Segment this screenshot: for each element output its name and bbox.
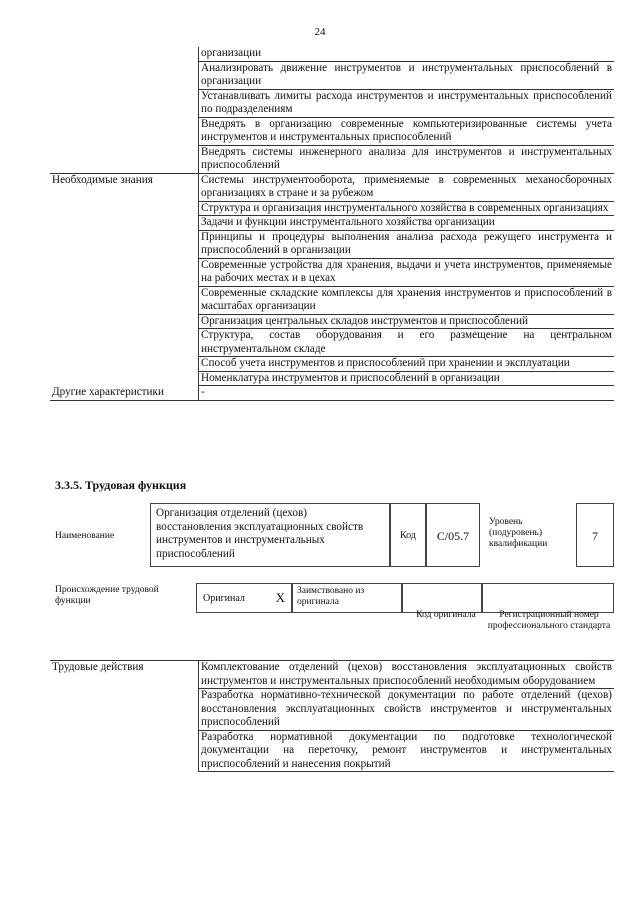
knowledge-cell: Системы инструментооборота, применяемые в современных механосборочных организациях в стране и за рубежом (199, 173, 615, 201)
original-label: Оригинал (203, 593, 245, 604)
other-characteristics-label: Другие характеристики (50, 386, 199, 401)
borrowed-label: Заимствовано из оригинала (292, 583, 402, 613)
knowledge-cell: Современные устройства для хранения, выдачи и учета инструментов, применяемые на рабочих местах и в цехах (199, 258, 615, 286)
table-row (50, 386, 614, 401)
skill-cell: Анализировать движение инструментов и инструментальных приспособлений в организации (199, 61, 615, 89)
knowledge-cell: Современные складские комплексы для хранения инструментов и приспособлений в масштабах организации (199, 286, 615, 314)
skill-cell: Внедрять системы инженерного анализа для инструментов и инструментальных приспособлений (199, 145, 615, 173)
table-row (50, 173, 614, 201)
original-box (196, 583, 292, 613)
skill-cell: организации (199, 47, 615, 61)
table-row (50, 89, 614, 117)
knowledge-cell: Способ учета инструментов и приспособлений при хранении и эксплуатации (199, 357, 615, 372)
other-characteristics-value: - (199, 386, 615, 401)
skill-cell: Устанавливать лимиты расхода инструментов и инструментальных приспособлений по подразделениям (199, 89, 615, 117)
function-name-box: Организация отделений (цехов) восстановления эксплуатационных свойств инструментов и инструментальных приспособлений (150, 503, 390, 567)
code-label: Код (390, 503, 426, 567)
table-row (50, 661, 614, 689)
name-label: Наименование (55, 531, 115, 541)
original-code-caption: Код оригинала (416, 610, 476, 620)
skills-knowledge-table (50, 47, 614, 401)
page-number: 24 (314, 26, 326, 38)
table-row (50, 47, 614, 61)
skill-cell: Внедрять в организацию современные компьютеризированные системы учета инструментов и инструментальных приспособлений (199, 117, 615, 145)
knowledge-cell: Организация центральных складов инструментов и приспособлений (199, 314, 615, 329)
registration-number-caption: Регистрационный номер профессионального стандарта (487, 610, 611, 631)
original-code-box (402, 583, 482, 613)
labor-action-cell: Разработка нормативной документации по подготовке технологической документации на переточку, ремонт инструментов и инструментальных приспособлений и нанесения покрытий (199, 730, 615, 772)
labor-actions-label: Трудовые действия (50, 661, 199, 772)
knowledge-cell: Принципы и процедуры выполнения анализа расхода режущего инструмента и приспособлений в организации (199, 230, 615, 258)
table-row (50, 61, 614, 89)
code-value: C/05.7 (426, 503, 480, 567)
labor-action-cell: Комплектование отделений (цехов) восстановления эксплуатационных свойств инструментов и инструментальных приспособлений необходимым оборудованием (199, 661, 615, 689)
labor-actions-table (50, 660, 614, 772)
knowledge-label: Необходимые знания (50, 173, 199, 386)
knowledge-cell: Номенклатура инструментов и приспособлений в организации (199, 371, 615, 386)
knowledge-cell: Структура и организация инструментального хозяйства в современных организациях (199, 201, 615, 216)
knowledge-cell: Задачи и функции инструментального хозяйства организации (199, 216, 615, 231)
table-row (50, 117, 614, 145)
qualification-level-label: Уровень (подуровень) квалификации (489, 517, 548, 549)
origin-label: Происхождение трудовой функции (55, 585, 159, 606)
registration-number-box (482, 583, 614, 613)
section-title: 3.3.5. Трудовая функция (55, 478, 187, 492)
labor-action-cell: Разработка нормативно-технической документации по работе отделений (цехов) восстановления эксплуатационных свойств инструментов и инструментальных приспособлений (199, 689, 615, 731)
qualification-level-value: 7 (576, 503, 614, 567)
knowledge-cell: Структура, состав оборудования и его размещение на центральном инструментальном складе (199, 329, 615, 357)
table-row (50, 145, 614, 173)
original-mark: X (275, 590, 285, 605)
